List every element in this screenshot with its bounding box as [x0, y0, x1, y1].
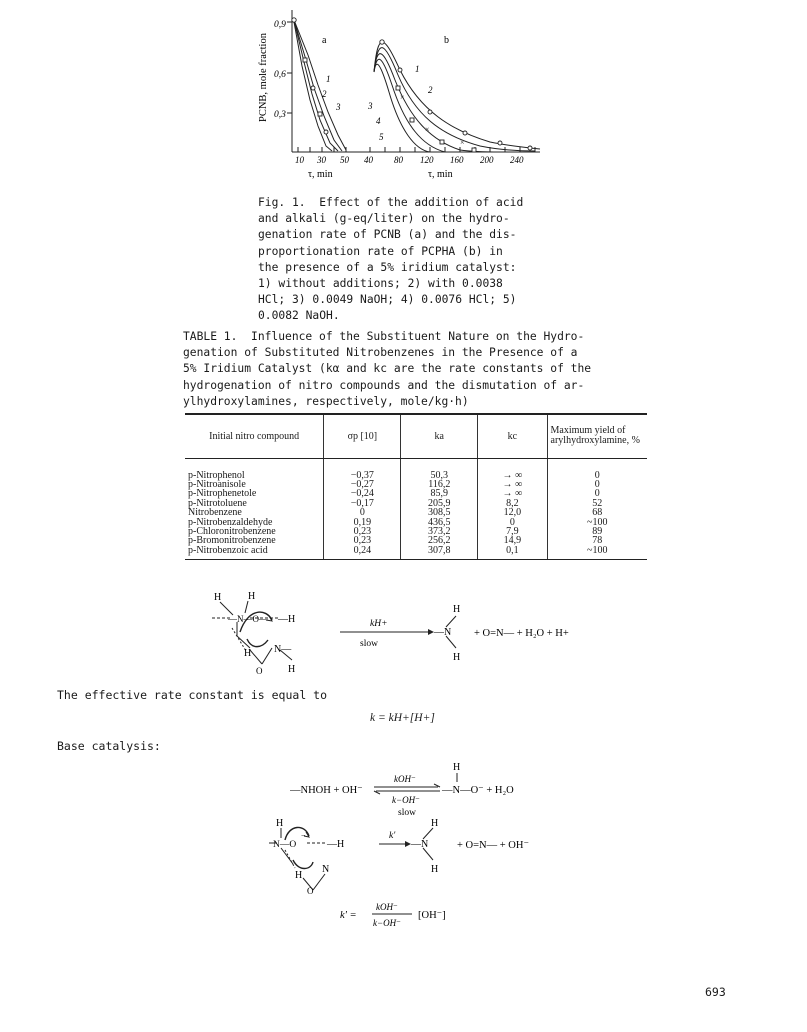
svg-text:—H: —H [278, 614, 296, 625]
body-text: The effective rate constant is equal to [57, 688, 328, 702]
table-cell: → ∞ [478, 458, 547, 480]
curve-label-a-1: 1 [326, 74, 331, 84]
table-cell: 85,9 [401, 489, 478, 498]
rate-constant-label: k' [389, 831, 396, 841]
table-cell: 50,3 [401, 458, 478, 480]
figure-1 [250, 0, 550, 190]
svg-text:H: H [276, 818, 284, 829]
table-cell: 78 [547, 536, 647, 545]
panel-b-markers [380, 40, 532, 152]
table-row [185, 458, 647, 480]
x-tick-label: 120 [420, 155, 434, 165]
column-header: Maximum yield of arylhydroxylamine, % [547, 414, 647, 458]
table-cell: 0 [324, 508, 401, 517]
curve-label-b-3: 3 [368, 101, 373, 111]
svg-text:H: H [288, 664, 296, 675]
x-tick-label: 160 [450, 155, 464, 165]
table-1 [185, 413, 647, 560]
k-forward-label: kOH⁻ [394, 774, 416, 784]
table-cell: −0,27 [324, 480, 401, 489]
equation-1: k = kH+[H+] [370, 712, 435, 724]
equation2-numerator: kOH⁻ [376, 902, 398, 912]
table-cell: ~100 [547, 546, 647, 560]
curve-label-b-4: 4 [376, 116, 381, 126]
scheme3-products: + O=N— + OH⁻ [457, 840, 530, 851]
scheme1-products: + O=N— + H₂O + H+ [474, 628, 569, 639]
svg-text:H: H [431, 864, 439, 875]
figure-caption: Fig. 1. Effect of the addition of acid and alkali (g-eq/liter) on the hydro- genation rate of PCNB (a) and the dis- proportionation rate of PCPHA (b) in the presence of a 5% iridium catalyst: 1) without additions; 2) with 0.0038 HCl; 3) 0.0049 NaOH; 4) 0.0076 HCl; 5) 0.0082 NaOH. [258, 196, 524, 323]
table-cell: 307,8 [401, 546, 478, 560]
table-header-row [185, 414, 647, 458]
table-cell: 0 [478, 518, 547, 527]
curve-label-b-2: 2 [428, 85, 433, 95]
svg-text:×: × [460, 138, 465, 147]
table-cell: −0,24 [324, 489, 401, 498]
table-cell: → ∞ [478, 480, 547, 489]
table-cell: 308,5 [401, 508, 478, 517]
svg-text:H: H [248, 591, 256, 602]
x-tick-label: 40 [364, 155, 373, 165]
compound-name-cell: p-Nitrobenzoic acid [185, 546, 324, 560]
svg-text:H: H [453, 604, 461, 615]
svg-text:N—: N— [274, 644, 292, 655]
x-tick-label: 50 [340, 155, 349, 165]
curve-label-b-1: 1 [415, 64, 420, 74]
compound-name-cell: p-Chloronitrobenzene [188, 525, 276, 537]
table-caption: TABLE 1. Influence of the Substituent Nature on the Hydro- genation of Substituted Nitrobenzenes in the Presence of a 5% Iridium Catalyst (kα and kc are the rate constants of the hydrogenation of nitro compounds and the dismutation of ar- ylhydroxylamines, respectively, mole/kg·h) [183, 330, 592, 408]
x-axis-label-b: τ, min [428, 169, 453, 180]
x-tick-label: 30 [317, 155, 326, 165]
panel-b-label: b [444, 35, 449, 46]
svg-text:H: H [453, 762, 461, 773]
equation2-factor: [OH⁻] [418, 910, 446, 921]
table-cell: 8,2 [478, 499, 547, 508]
svg-text:H: H [244, 648, 252, 659]
table-cell: −0,37 [324, 458, 401, 480]
column-header: Initial nitro compound [185, 414, 324, 458]
panel-a-label: a [322, 35, 327, 46]
equation2-denominator: k−OH⁻ [373, 918, 401, 928]
table-cell: 373,2 [401, 527, 478, 536]
table-cell: −0,17 [324, 499, 401, 508]
compound-name-cell: Nitrobenzene [188, 507, 242, 519]
rate-constant-label: kH+ [370, 619, 388, 629]
curve-label-a-3: 3 [336, 102, 341, 112]
y-tick-label: 0,9 [274, 20, 286, 30]
column-header: ka [401, 414, 478, 458]
svg-text:−: − [301, 831, 306, 840]
table-cell: 68 [547, 508, 647, 517]
column-header: kc [478, 414, 547, 458]
body-text: Base catalysis: [57, 739, 161, 753]
scheme2-products: —N—O⁻ + H₂O [442, 785, 514, 796]
x-axis-label-a: τ, min [308, 169, 333, 180]
column-header: σp [10] [324, 414, 401, 458]
y-tick-label: 0,6 [274, 70, 286, 80]
table-cell: 116,2 [401, 480, 478, 489]
svg-text:—N—O—: —N—O— [228, 614, 268, 624]
table-cell: 0 [547, 458, 647, 480]
table-row [185, 546, 647, 560]
scheme-acid-catalysis [200, 588, 620, 678]
svg-text:×: × [400, 93, 405, 102]
x-tick-label: 10 [295, 155, 304, 165]
compound-name-cell: p-Nitrotoluene [188, 497, 247, 509]
svg-text:O: O [256, 666, 263, 676]
scheme-base-cyclic [265, 816, 585, 896]
equation-2 [340, 896, 480, 936]
table-row [185, 499, 647, 508]
table-cell: 0,23 [324, 527, 401, 536]
svg-text:H: H [431, 818, 439, 829]
svg-text:—N: —N [411, 839, 429, 850]
table-cell: 0,19 [324, 518, 401, 527]
equation2-lhs: k' = [340, 910, 357, 921]
svg-text:N—O: N—O [273, 840, 297, 850]
scheme-base-equilibrium [290, 760, 590, 820]
compound-name-cell: p-Nitrophenetole [188, 488, 257, 500]
svg-text:×: × [425, 125, 430, 134]
table-cell: 0 [547, 489, 647, 498]
table-cell: 14,9 [478, 536, 547, 545]
slow-label: slow [360, 639, 378, 649]
table-cell: 0,23 [324, 536, 401, 545]
table-cell: 12,0 [478, 508, 547, 517]
table-cell: 89 [547, 527, 647, 536]
page-number: 693 [705, 985, 726, 999]
table-cell: 0 [547, 480, 647, 489]
svg-text:O: O [307, 886, 314, 896]
curve-label-a-2: 2 [322, 89, 327, 99]
table-body [185, 458, 647, 560]
y-axis-label: PCNB, mole fraction [258, 33, 269, 122]
table-cell: 52 [547, 499, 647, 508]
y-tick-label: 0,3 [274, 110, 286, 120]
scheme2-reactant: —NHOH + OH⁻ [290, 785, 363, 796]
table-cell: ~100 [547, 518, 647, 527]
compound-name-cell: p-Nitroanisole [188, 478, 246, 490]
equilibrium-arrows [374, 784, 440, 794]
table-cell: 7,9 [478, 527, 547, 536]
k-reverse-label: k−OH⁻ [392, 795, 420, 805]
table-cell: 0,1 [478, 546, 547, 560]
table-cell: 436,5 [401, 518, 478, 527]
x-tick-label: 80 [394, 155, 403, 165]
table-cell: 256,2 [401, 536, 478, 545]
svg-text:H: H [214, 592, 222, 603]
table-cell: 0,24 [324, 546, 401, 560]
svg-text:—H: —H [327, 839, 345, 850]
curve-b-2 [374, 48, 535, 151]
compound-name-cell: p-Bromonitrobenzene [188, 535, 276, 547]
slow-label: slow [398, 808, 416, 818]
table-row [185, 489, 647, 498]
curve-a-3 [294, 20, 338, 151]
svg-text:—N: —N [434, 627, 452, 638]
panel-a-curves [294, 20, 346, 151]
svg-text:H: H [295, 870, 303, 881]
svg-text:H: H [453, 652, 461, 663]
data-table [185, 413, 647, 560]
x-tick-label: 200 [480, 155, 494, 165]
compound-name-cell: p-Nitrobenzaldehyde [188, 516, 273, 528]
curve-label-b-5: 5 [379, 132, 384, 142]
table-cell: 205,9 [401, 499, 478, 508]
svg-text:N: N [322, 864, 330, 875]
compound-name-cell: p-Nitrophenol [188, 469, 245, 481]
panel-b-curves [374, 42, 540, 152]
table-cell: → ∞ [478, 489, 547, 498]
x-tick-label: 240 [510, 155, 524, 165]
curve-b-1 [374, 42, 540, 149]
